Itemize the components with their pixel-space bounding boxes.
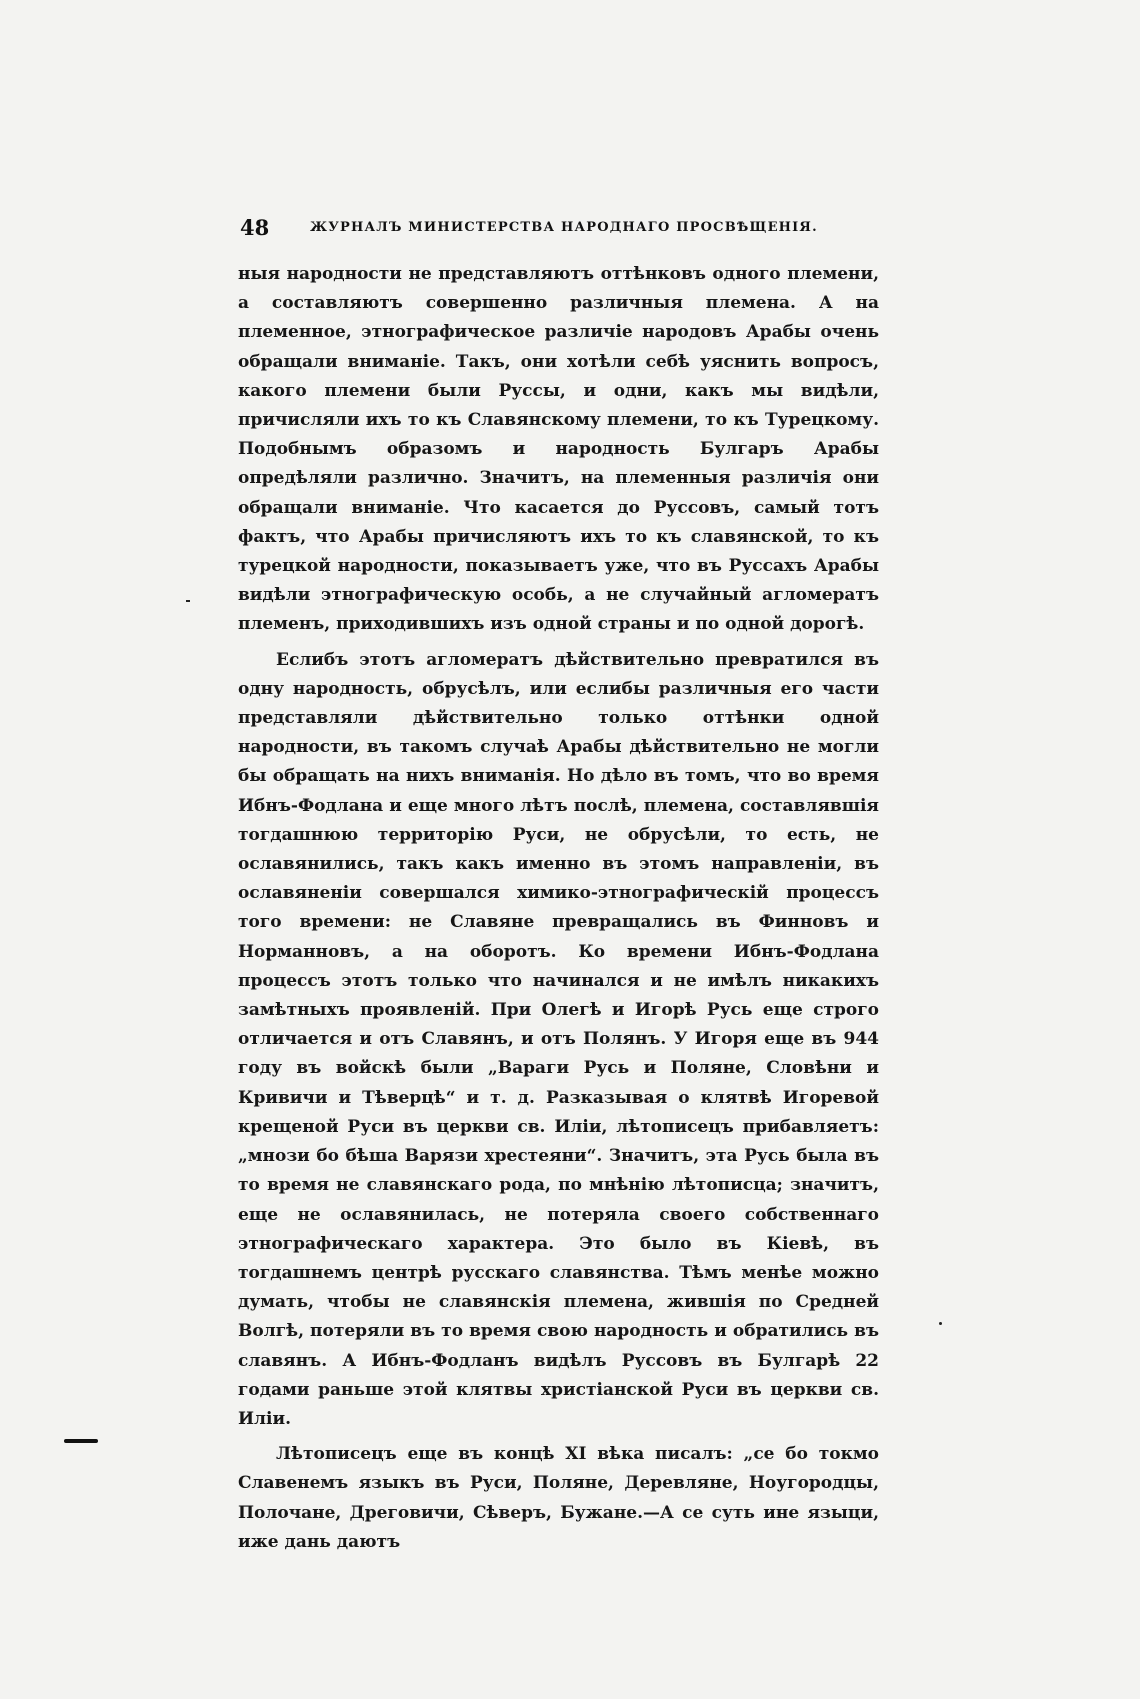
page-header — [240, 215, 880, 245]
paragraph-continued: ныя народности не представляютъ оттѣнковъ одного племени, а составляютъ совершенно различныя племена. А на племенное, этнографическое различіе народовъ Арабы очень обращали вниманіе. Такъ, они хотѣли себѣ уяснить вопросъ, какого племени были Руссы, и одни, какъ мы видѣли, причисляли ихъ то къ Славянскому племени, то къ Турецкому. Подобнымъ образомъ и народность Булгаръ Арабы опредѣляли различно. Значитъ, на племенныя различія они обращали вниманіе. Что касается до Руссовъ, самый тотъ фактъ, что Арабы причисляютъ ихъ то къ славянской, то къ турецкой народности, показываетъ уже, что въ Руссахъ Арабы видѣли этнографическую особь, а не случайный агломератъ племенъ, приходившихъ изъ одной страны и по одной дорогѣ. — [238, 264, 879, 635]
print-speck — [939, 1322, 942, 1325]
paragraph: Лѣтописецъ еще въ концѣ XI вѣка писалъ: „се бо токмо Славенемъ языкъ въ Руси, Поляне, Деревляне, Ноугородцы, Полочане, Дреговичи, Сѣверъ, Бужане.—А се суть ине языци, иже дань даютъ — [238, 1444, 879, 1552]
running-head: ЖУРНАЛЪ МИНИСТЕРСТВА НАРОДНАГО ПРОСВѢЩЕНІЯ. — [310, 220, 818, 235]
print-speck — [186, 600, 190, 602]
page-number: 48 — [240, 215, 270, 240]
paragraph: Еслибъ этотъ агломератъ дѣйствительно превратился въ одну народность, обрусѣлъ, или еслибы различныя его части представляли дѣйствительно только оттѣнки одной народности, въ такомъ случаѣ Арабы дѣйствительно не могли бы обращать на нихъ вниманія. Но дѣло въ томъ, что во время Ибнъ-Фодлана и еще много лѣтъ послѣ, племена, составлявшія тогдашнюю территорію Руси, не обрусѣли, то есть, не ославянились, такъ какъ именно въ этомъ направленіи, въ ославяненіи совершался химико-этнографическій процессъ того времени: не Славяне превращались въ Финновъ и Норманновъ, а на оборотъ. Ко времени Ибнъ-Фодлана процессъ этотъ только что начинался и не имѣлъ никакихъ замѣтныхъ проявленій. При Олегѣ и Игорѣ Русь еще строго отличается и отъ Славянъ, и отъ Полянъ. У Игоря еще въ 944 году въ войскѣ были „Вараги Русь и Поляне, Словѣни и Кривичи и Тѣверцѣ“ и т. д. Разказывая о клятвѣ Игоревой крещеной Руси въ церкви св. Иліи, лѣтописецъ прибавляетъ: „мнози бо бѣша Варязи хрестеяни“. Значитъ, эта Русь была въ то время не славянскаго рода, по мнѣнію лѣтописца; значитъ, еще не ославянилась, не потеряла своего собственнаго этнографическаго характера. Это было въ Кіевѣ, въ тогдашнемъ центрѣ русскаго славянства. Тѣмъ менѣе можно думать, чтобы не славянскія племена, жившія по Средней Волгѣ, потеряли въ то время свою народность и обратились въ славянъ. А Ибнъ-Фодланъ видѣлъ Руссовъ въ Булгарѣ 22 годами раньше этой клятвы христіанской Руси въ церкви св. Иліи. — [238, 649, 879, 1429]
scan-edge-mark — [64, 1439, 98, 1443]
body-text — [238, 260, 879, 1552]
